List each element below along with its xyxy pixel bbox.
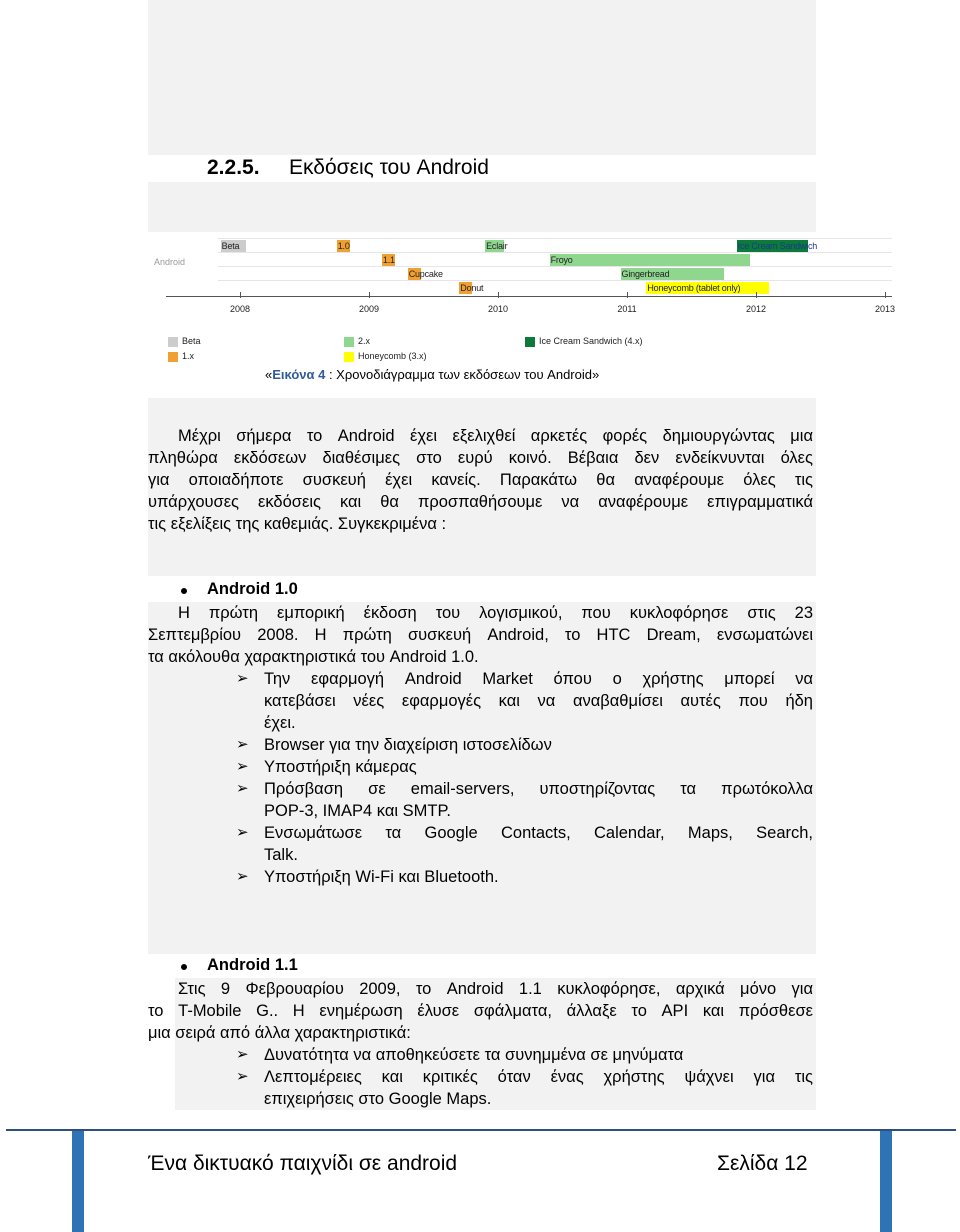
timeline-tick bbox=[369, 292, 370, 298]
section1-item: Browser για την διαχείριση ιστοσελίδων bbox=[264, 736, 552, 754]
timeline-year-label: 2012 bbox=[745, 304, 767, 314]
timeline-year-label: 2010 bbox=[487, 304, 509, 314]
timeline-bar-1-0 bbox=[337, 240, 350, 252]
section1-item: Ενσωμάτωσε τα Google Contacts, Calendar, Maps, Search, bbox=[264, 824, 813, 842]
timeline-bar-cupcake bbox=[408, 268, 443, 280]
timeline-year-label: 2008 bbox=[229, 304, 251, 314]
timeline-bar-froyo bbox=[550, 254, 750, 266]
arrow-bullet-icon: ➢ bbox=[236, 824, 249, 841]
caption-text: : Χρονοδιάγραμμα των εκδόσεων του Android» bbox=[325, 367, 600, 382]
timeline-bar-donut bbox=[459, 282, 484, 294]
section1-item: κατεβάσει νέες εφαρμογές και να αναβαθμίσει αυτές που ήδη bbox=[264, 692, 813, 710]
timeline-bar-eclair bbox=[485, 240, 508, 252]
timeline-bar-ice-cream-sandwich bbox=[737, 240, 818, 252]
timeline-tick bbox=[240, 292, 241, 298]
timeline-bar-honeycomb-tablet-only- bbox=[646, 282, 769, 294]
timeline-bar-label: Eclair bbox=[486, 241, 508, 251]
legend-swatch bbox=[344, 337, 354, 347]
section2-line: μια σειρά από άλλα χαρακτηριστικά: bbox=[148, 1024, 411, 1042]
timeline-grid-line bbox=[218, 266, 892, 267]
legend-label: 1.x bbox=[182, 351, 195, 361]
timeline-bar-label: Donut bbox=[460, 283, 484, 293]
legend-label: Ice Cream Sandwich (4.x) bbox=[539, 336, 643, 346]
legend-swatch bbox=[344, 352, 354, 362]
arrow-bullet-icon: ➢ bbox=[236, 670, 249, 687]
timeline-grid-line bbox=[218, 238, 892, 239]
timeline-row-label: Android bbox=[154, 257, 186, 267]
intro-line: τις εξελίξεις της καθεμιάς. Συγκεκριμένα : bbox=[148, 515, 447, 533]
page-number: Σελίδα 12 bbox=[717, 1152, 808, 1175]
timeline-tick bbox=[885, 292, 886, 298]
section1-item: έχει. bbox=[264, 714, 296, 732]
arrow-bullet-icon: ➢ bbox=[236, 868, 249, 885]
intro-line: για οποιαδήποτε συσκευή έχει κανείς. Παρακάτω θα αναφέρουμε όλες τις bbox=[148, 471, 813, 489]
timeline-bar-1-1 bbox=[382, 254, 395, 266]
section1-line: Η πρώτη εμπορική έκδοση του λογισμικού, που κυκλοφόρησε στις 23 bbox=[178, 604, 813, 622]
figure-caption bbox=[265, 367, 599, 382]
timeline-axis bbox=[166, 296, 892, 297]
timeline-grid-line bbox=[218, 280, 892, 281]
timeline-bar-label: 1.1 bbox=[382, 255, 395, 265]
legend-swatch bbox=[168, 352, 178, 362]
intro-line: πληθώρα εκδόσεων διαθέσιμες στο ευρύ κοινό. Βέβαια δεν ενδείκνυνται όλες bbox=[148, 449, 813, 467]
section-heading bbox=[207, 156, 489, 180]
timeline-tick bbox=[627, 292, 628, 298]
section1-item: Την εφαρμογή Android Market όπου ο χρήστης μπορεί να bbox=[264, 670, 813, 688]
legend-swatch bbox=[525, 337, 535, 347]
android-timeline bbox=[148, 232, 896, 368]
section1-line: τα ακόλουθα χαρακτηριστικά του Android 1.0. bbox=[148, 648, 479, 666]
caption-label: Εικόνα 4 bbox=[272, 367, 326, 382]
section1-item: Πρόσβαση σε email-servers, υποστηρίζοντας τα πρωτόκολλα bbox=[264, 780, 813, 798]
timeline-year-label: 2009 bbox=[358, 304, 380, 314]
section1-item: Υποστήριξη Wi-Fi και Bluetooth. bbox=[264, 868, 499, 886]
section1-item: POP-3, IMAP4 και SMTP. bbox=[264, 802, 451, 820]
caption-open: « bbox=[265, 367, 273, 382]
section1-item: Υποστήριξη κάμερας bbox=[264, 758, 417, 776]
footer-left-bar bbox=[72, 1131, 84, 1232]
shade-top bbox=[148, 0, 816, 155]
heading-number: 2.2.5. bbox=[207, 156, 260, 179]
shade-section1-tail bbox=[148, 888, 816, 954]
arrow-bullet-icon: ➢ bbox=[236, 780, 249, 797]
timeline-bar-gingerbread bbox=[621, 268, 724, 280]
footer-title: Ένα δικτυακό παιχνίδι σε android bbox=[148, 1152, 458, 1175]
timeline-bar-label: Honeycomb (tablet only) bbox=[647, 283, 741, 293]
legend-swatch bbox=[168, 337, 178, 347]
timeline-bar-label: Froyo bbox=[550, 255, 573, 265]
section1-item: Talk. bbox=[264, 846, 298, 864]
legend-label: Beta bbox=[182, 336, 201, 346]
timeline-tick bbox=[498, 292, 499, 298]
section2-line: Στις 9 Φεβρουαρίου 2009, το Android 1.1 κυκλοφόρησε, αρχικά μόνο για bbox=[178, 980, 813, 998]
intro-line: Μέχρι σήμερα το Android έχει εξελιχθεί αρκετές φορές δημιουργώντας μια bbox=[178, 427, 813, 445]
timeline-bar-label: Gingerbread bbox=[621, 269, 670, 279]
timeline-bar-label: Cupcake bbox=[408, 269, 443, 279]
timeline-grid-line bbox=[218, 252, 892, 253]
section2-item: Δυνατότητα να αποθηκεύσετε τα συνημμένα σε μηνύματα bbox=[264, 1046, 684, 1064]
timeline-year-label: 2011 bbox=[617, 304, 637, 314]
section2-item: επιχειρήσεις στο Google Maps. bbox=[264, 1090, 492, 1108]
timeline-bar-label: 1.0 bbox=[337, 241, 350, 251]
arrow-bullet-icon: ➢ bbox=[236, 758, 249, 775]
footer-rule bbox=[6, 1129, 956, 1131]
shade-timeline bbox=[148, 182, 816, 232]
legend-label: 2.x bbox=[358, 336, 371, 346]
section2-item: Λεπτομέρειες και κριτικές όταν ένας χρήστης ψάχνει για τις bbox=[264, 1068, 813, 1086]
timeline-tick bbox=[756, 292, 757, 298]
legend-label: Honeycomb (3.x) bbox=[358, 351, 427, 361]
arrow-bullet-icon: ➢ bbox=[236, 736, 249, 753]
footer-right-bar bbox=[880, 1131, 892, 1232]
section-title-android-1-0: Android 1.0 bbox=[207, 580, 298, 598]
section1-line: Σεπτεμβρίου 2008. Η πρώτη συσκευή Android, το HTC Dream, ενσωματώνει bbox=[148, 626, 813, 644]
arrow-bullet-icon: ➢ bbox=[236, 1068, 249, 1085]
timeline-bar-label: Ice Cream Sandwich bbox=[737, 241, 818, 251]
timeline-bar-label: Beta bbox=[221, 241, 240, 251]
arrow-bullet-icon: ➢ bbox=[236, 1046, 249, 1063]
bullet-dot bbox=[181, 588, 187, 594]
section2-line: το T-Mobile G.. Η ενημέρωση έλυσε σφάλματα, άλλαξε το API και πρόσθεσε bbox=[148, 1002, 813, 1020]
intro-line: υπάρχουσες εκδόσεις και θα προσπαθήσουμε να αναφέρουμε επιγραμματικά bbox=[148, 493, 813, 511]
timeline-bar-beta bbox=[221, 240, 247, 252]
heading-title: Εκδόσεις του Android bbox=[289, 156, 489, 179]
section-title-android-1-1: Android 1.1 bbox=[207, 956, 298, 974]
bullet-dot bbox=[181, 964, 187, 970]
timeline-year-label: 2013 bbox=[874, 304, 896, 314]
